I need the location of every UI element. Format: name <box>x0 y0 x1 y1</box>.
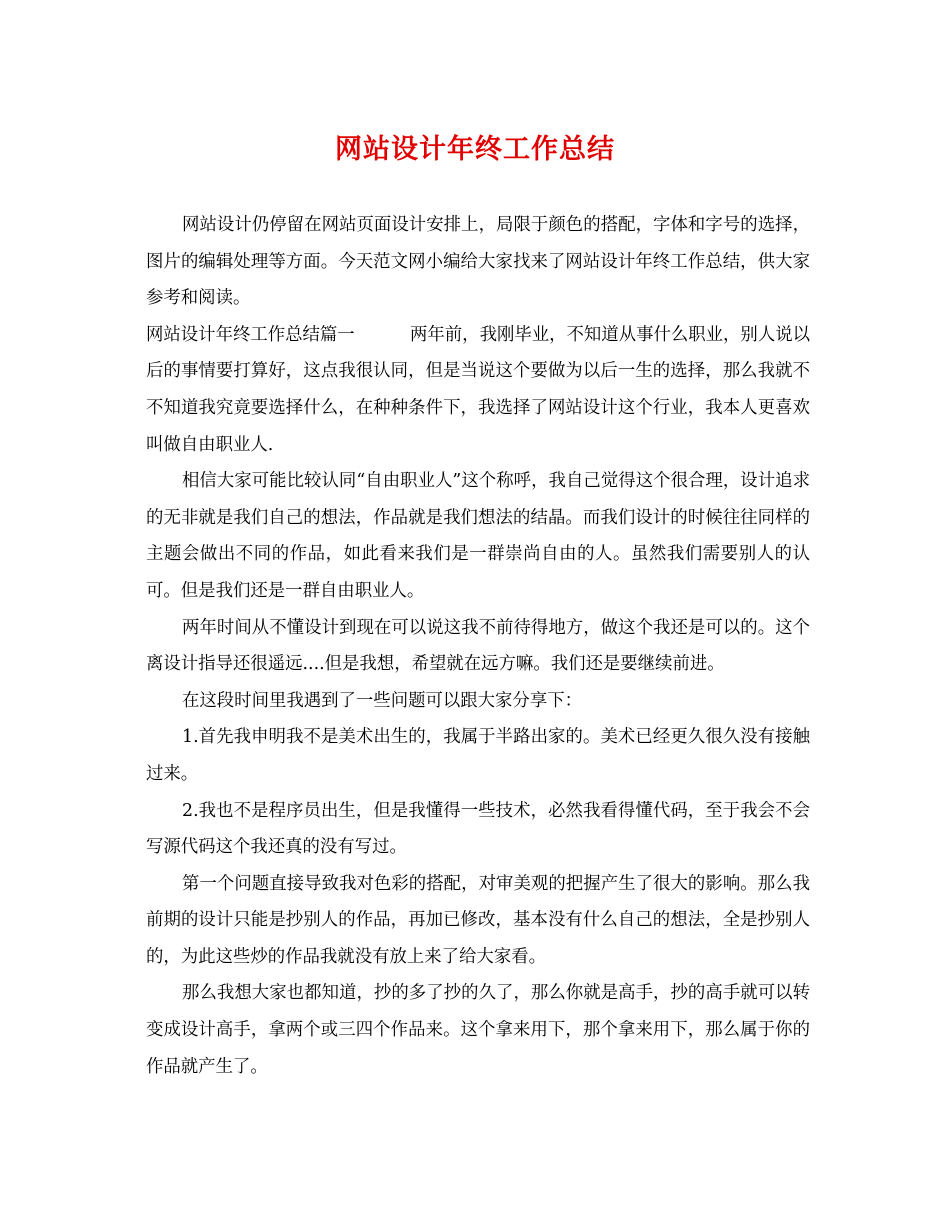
list-item-1: 1.首先我申明我不是美术出生的，我属于半路出家的。美术已经更久很久没有接触过来。 <box>146 727 810 784</box>
body-paragraph-5: 那么我想大家也都知道，抄的多了抄的久了，那么你就是高手，抄的高手就可以转变成设计高手，拿两个或三四个作品来。这个拿来用下，那个拿来用下，那么属于你的作品就产生了。 <box>146 983 810 1077</box>
body-paragraph-4: 第一个问题直接导致我对色彩的搭配，对审美观的把握产生了很大的影响。那么我前期的设计只能是抄别人的作品，再加已修改，基本没有什么自己的想法，全是抄别人的，为此这些炒的作品我就没有放上来了给大家看。 <box>146 873 810 967</box>
body-paragraph-1: 相信大家可能比较认同“自由职业人”这个称呼，我自己觉得这个很合理，设计追求的无非就是我们自己的想法，作品就是我们想法的结晶。而我们设计的时候往往同样的主题会做出不同的作品，如此看来我们是一群崇尚自由的人。虽然我们需要别人的认可。但是我们还是一群自由职业人。 <box>146 471 810 601</box>
list-item-2: 2.我也不是程序员出生，但是我懂得一些技术，必然我看得懂代码，至于我会不会写源代码这个我还真的没有写过。 <box>146 800 810 858</box>
section-paragraph <box>146 317 810 463</box>
body-paragraph-2: 两年时间从不懂设计到现在可以说这我不前待得地方，做这个我还是可以的。这个离设计指导还很遥远....但是我想，希望就在远方嘛。我们还是要继续前进。 <box>146 617 810 675</box>
intro-paragraph: 网站设计仍停留在网站页面设计安排上，局限于颜色的搭配，字体和字号的选择，图片的编辑处理等方面。今天范文网小编给大家找来了网站设计年终工作总结，供大家参考和阅读。 <box>146 215 810 309</box>
section-heading: 网站设计年终工作总结篇一 <box>146 324 355 345</box>
section-first-text: 两年前，我刚毕业，不知道从事什么职业，别人说以后的事情要打算好，这点我很认同，但是当说这个要做为以后一生的选择，那么我就不不知道我究竟要选择什么，在种种条件下，我选择了网站设计这个行业，我本人更喜欢叫做自由职业人. <box>146 324 810 455</box>
body-paragraph-3: 在这段时间里我遇到了一些问题可以跟大家分享下： <box>182 690 582 711</box>
document-body <box>146 207 810 1085</box>
document-title: 网站设计年终工作总结 <box>335 134 615 165</box>
